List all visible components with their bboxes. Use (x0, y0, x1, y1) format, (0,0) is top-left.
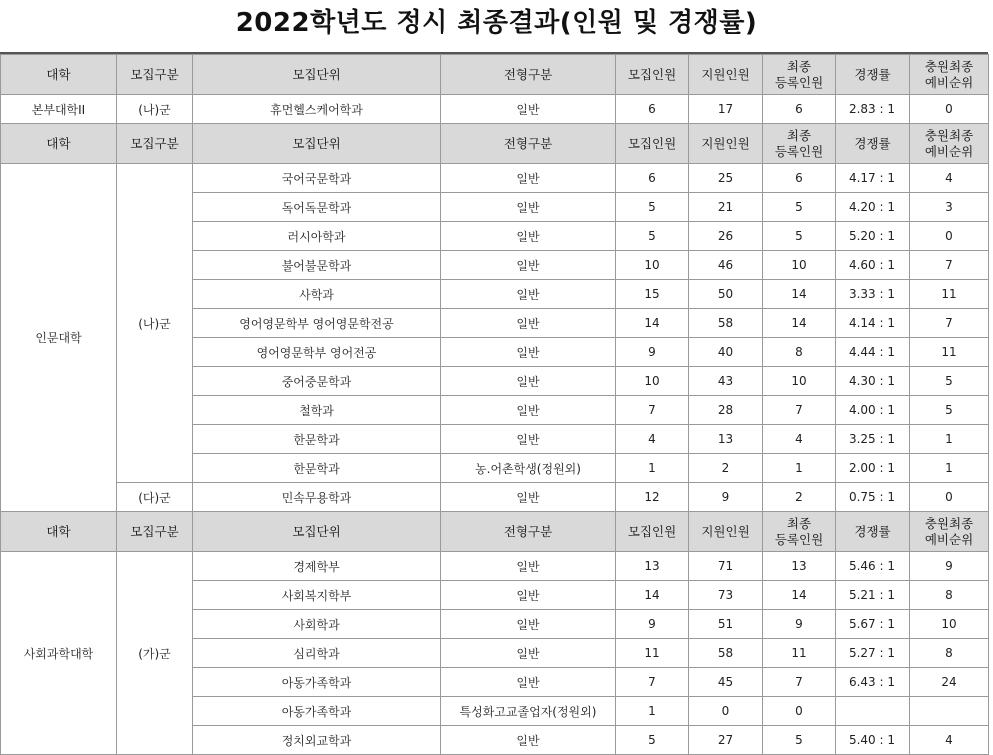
ratio-cell: 4.00 : 1 (836, 396, 910, 425)
type-cell: 일반 (441, 367, 616, 396)
unit-cell: 휴먼헬스케어학과 (193, 95, 441, 124)
header-type: 전형구분 (441, 124, 616, 164)
ratio-cell: 5.27 : 1 (836, 639, 910, 668)
final-cell: 7 (763, 396, 836, 425)
applicants-cell: 45 (689, 668, 763, 697)
waitlist-cell: 9 (910, 552, 989, 581)
header-unit: 모집단위 (193, 124, 441, 164)
unit-cell: 영어영문학부 영어영문학전공 (193, 309, 441, 338)
waitlist-cell: 11 (910, 338, 989, 367)
ratio-cell: 5.40 : 1 (836, 726, 910, 755)
quota-cell: 5 (616, 193, 689, 222)
type-cell: 일반 (441, 251, 616, 280)
group-cell: (다)군 (117, 483, 193, 512)
header-quota: 모집인원 (616, 512, 689, 552)
college-cell: 사회과학대학 (1, 552, 117, 755)
header-ratio: 경쟁률 (836, 55, 910, 95)
header-waitlist: 충원최종 예비순위 (910, 512, 989, 552)
quota-cell: 10 (616, 251, 689, 280)
applicants-cell: 71 (689, 552, 763, 581)
type-cell: 일반 (441, 164, 616, 193)
header-row (1, 124, 989, 164)
applicants-cell: 73 (689, 581, 763, 610)
applicants-cell: 40 (689, 338, 763, 367)
ratio-cell: 4.30 : 1 (836, 367, 910, 396)
header-applicants: 지원인원 (689, 124, 763, 164)
unit-cell: 사회복지학부 (193, 581, 441, 610)
table-row (1, 552, 989, 581)
header-unit: 모집단위 (193, 512, 441, 552)
type-cell: 일반 (441, 396, 616, 425)
header-college: 대학 (1, 512, 117, 552)
unit-cell: 한문학과 (193, 425, 441, 454)
unit-cell: 한문학과 (193, 454, 441, 483)
applicants-cell: 27 (689, 726, 763, 755)
applicants-cell: 17 (689, 95, 763, 124)
quota-cell: 5 (616, 222, 689, 251)
unit-cell: 아동가족학과 (193, 697, 441, 726)
final-cell: 11 (763, 639, 836, 668)
waitlist-cell: 24 (910, 668, 989, 697)
unit-cell: 사학과 (193, 280, 441, 309)
ratio-cell: 3.25 : 1 (836, 425, 910, 454)
type-cell: 특성화고교졸업자(정원외) (441, 697, 616, 726)
waitlist-cell: 5 (910, 367, 989, 396)
table-row (1, 95, 989, 124)
waitlist-cell: 0 (910, 483, 989, 512)
unit-cell: 중어중문학과 (193, 367, 441, 396)
header-waitlist: 충원최종 예비순위 (910, 55, 989, 95)
unit-cell: 심리학과 (193, 639, 441, 668)
type-cell: 일반 (441, 309, 616, 338)
waitlist-cell: 8 (910, 581, 989, 610)
waitlist-cell: 4 (910, 164, 989, 193)
applicants-cell: 28 (689, 396, 763, 425)
header-group: 모집구분 (117, 512, 193, 552)
unit-cell: 철학과 (193, 396, 441, 425)
unit-cell: 민속무용학과 (193, 483, 441, 512)
quota-cell: 6 (616, 95, 689, 124)
final-cell: 14 (763, 309, 836, 338)
final-cell: 10 (763, 367, 836, 396)
type-cell: 일반 (441, 222, 616, 251)
header-row (1, 512, 989, 552)
ratio-cell: 3.33 : 1 (836, 280, 910, 309)
page-title: 2022학년도 정시 최종결과(인원 및 경쟁률) (235, 8, 758, 38)
unit-cell: 경제학부 (193, 552, 441, 581)
waitlist-cell: 7 (910, 309, 989, 338)
quota-cell: 4 (616, 425, 689, 454)
final-cell: 6 (763, 164, 836, 193)
final-cell: 13 (763, 552, 836, 581)
quota-cell: 11 (616, 639, 689, 668)
final-cell: 5 (763, 726, 836, 755)
group-cell: (나)군 (117, 164, 193, 483)
waitlist-cell: 11 (910, 280, 989, 309)
ratio-cell: 2.83 : 1 (836, 95, 910, 124)
final-cell: 4 (763, 425, 836, 454)
ratio-cell: 4.20 : 1 (836, 193, 910, 222)
ratio-cell: 6.43 : 1 (836, 668, 910, 697)
ratio-cell: 5.67 : 1 (836, 610, 910, 639)
final-cell: 1 (763, 454, 836, 483)
quota-cell: 14 (616, 581, 689, 610)
final-cell: 7 (763, 668, 836, 697)
ratio-cell: 4.44 : 1 (836, 338, 910, 367)
unit-cell: 영어영문학부 영어전공 (193, 338, 441, 367)
type-cell: 일반 (441, 193, 616, 222)
quota-cell: 15 (616, 280, 689, 309)
header-final: 최종 등록인원 (763, 55, 836, 95)
ratio-cell: 4.60 : 1 (836, 251, 910, 280)
applicants-cell: 13 (689, 425, 763, 454)
applicants-cell: 51 (689, 610, 763, 639)
applicants-cell: 58 (689, 309, 763, 338)
quota-cell: 1 (616, 697, 689, 726)
header-final: 최종 등록인원 (763, 124, 836, 164)
final-cell: 5 (763, 222, 836, 251)
college-cell: 본부대학II (1, 95, 117, 124)
type-cell: 농.어촌학생(정원외) (441, 454, 616, 483)
applicants-cell: 9 (689, 483, 763, 512)
applicants-cell: 0 (689, 697, 763, 726)
waitlist-cell: 8 (910, 639, 989, 668)
final-cell: 14 (763, 581, 836, 610)
ratio-cell: 5.21 : 1 (836, 581, 910, 610)
type-cell: 일반 (441, 483, 616, 512)
waitlist-cell: 4 (910, 726, 989, 755)
header-final: 최종 등록인원 (763, 512, 836, 552)
final-cell: 0 (763, 697, 836, 726)
final-cell: 8 (763, 338, 836, 367)
header-college: 대학 (1, 55, 117, 95)
header-applicants: 지원인원 (689, 55, 763, 95)
quota-cell: 6 (616, 164, 689, 193)
ratio-cell: 4.17 : 1 (836, 164, 910, 193)
type-cell: 일반 (441, 581, 616, 610)
ratio-cell: 4.14 : 1 (836, 309, 910, 338)
header-row (1, 55, 989, 95)
unit-cell: 독어독문학과 (193, 193, 441, 222)
type-cell: 일반 (441, 639, 616, 668)
waitlist-cell: 5 (910, 396, 989, 425)
waitlist-cell: 0 (910, 95, 989, 124)
header-quota: 모집인원 (616, 55, 689, 95)
final-cell: 9 (763, 610, 836, 639)
quota-cell: 1 (616, 454, 689, 483)
applicants-cell: 26 (689, 222, 763, 251)
type-cell: 일반 (441, 95, 616, 124)
ratio-cell: 5.20 : 1 (836, 222, 910, 251)
quota-cell: 9 (616, 610, 689, 639)
header-group: 모집구분 (117, 124, 193, 164)
table-row (1, 483, 989, 512)
group-cell: (가)군 (117, 552, 193, 755)
header-group: 모집구분 (117, 55, 193, 95)
type-cell: 일반 (441, 338, 616, 367)
header-college: 대학 (1, 124, 117, 164)
type-cell: 일반 (441, 425, 616, 454)
header-waitlist: 충원최종 예비순위 (910, 124, 989, 164)
waitlist-cell: 3 (910, 193, 989, 222)
header-unit: 모집단위 (193, 55, 441, 95)
waitlist-cell: 0 (910, 222, 989, 251)
college-cell: 인문대학 (1, 164, 117, 512)
quota-cell: 9 (616, 338, 689, 367)
waitlist-cell: 1 (910, 425, 989, 454)
ratio-cell: 5.46 : 1 (836, 552, 910, 581)
header-ratio: 경쟁률 (836, 124, 910, 164)
quota-cell: 7 (616, 668, 689, 697)
ratio-cell: 2.00 : 1 (836, 454, 910, 483)
results-table (0, 54, 989, 755)
unit-cell: 정치외교학과 (193, 726, 441, 755)
waitlist-cell: 1 (910, 454, 989, 483)
quota-cell: 14 (616, 309, 689, 338)
quota-cell: 7 (616, 396, 689, 425)
applicants-cell: 58 (689, 639, 763, 668)
type-cell: 일반 (441, 726, 616, 755)
quota-cell: 12 (616, 483, 689, 512)
unit-cell: 러시아학과 (193, 222, 441, 251)
quota-cell: 13 (616, 552, 689, 581)
header-ratio: 경쟁률 (836, 512, 910, 552)
type-cell: 일반 (441, 610, 616, 639)
final-cell: 5 (763, 193, 836, 222)
header-type: 전형구분 (441, 55, 616, 95)
waitlist-cell: 7 (910, 251, 989, 280)
type-cell: 일반 (441, 552, 616, 581)
unit-cell: 국어국문학과 (193, 164, 441, 193)
unit-cell: 아동가족학과 (193, 668, 441, 697)
applicants-cell: 25 (689, 164, 763, 193)
unit-cell: 불어불문학과 (193, 251, 441, 280)
header-type: 전형구분 (441, 512, 616, 552)
header-quota: 모집인원 (616, 124, 689, 164)
waitlist-cell (910, 697, 989, 726)
quota-cell: 10 (616, 367, 689, 396)
unit-cell: 사회학과 (193, 610, 441, 639)
table-row (1, 164, 989, 193)
header-applicants: 지원인원 (689, 512, 763, 552)
group-cell: (나)군 (117, 95, 193, 124)
final-cell: 14 (763, 280, 836, 309)
ratio-cell (836, 697, 910, 726)
type-cell: 일반 (441, 280, 616, 309)
final-cell: 6 (763, 95, 836, 124)
waitlist-cell: 10 (910, 610, 989, 639)
applicants-cell: 2 (689, 454, 763, 483)
quota-cell: 5 (616, 726, 689, 755)
applicants-cell: 21 (689, 193, 763, 222)
applicants-cell: 43 (689, 367, 763, 396)
final-cell: 2 (763, 483, 836, 512)
ratio-cell: 0.75 : 1 (836, 483, 910, 512)
applicants-cell: 46 (689, 251, 763, 280)
applicants-cell: 50 (689, 280, 763, 309)
final-cell: 10 (763, 251, 836, 280)
type-cell: 일반 (441, 668, 616, 697)
